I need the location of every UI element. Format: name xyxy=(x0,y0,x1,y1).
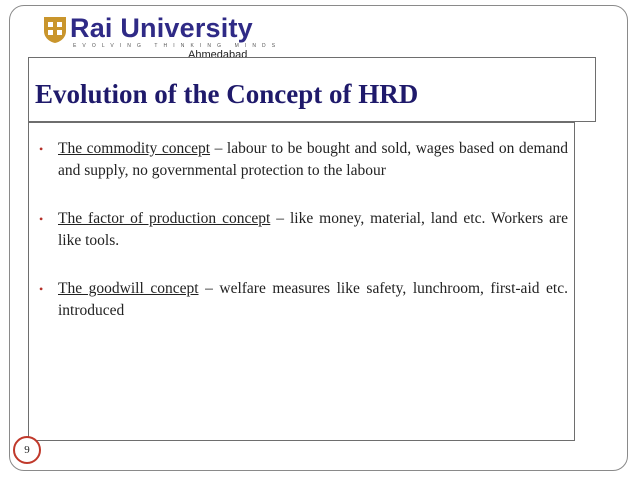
logo-tagline: EVOLVING THINKING MINDS xyxy=(73,43,282,49)
page-number: 9 xyxy=(24,444,30,456)
content-box xyxy=(28,122,575,441)
bullet-icon: • xyxy=(39,282,44,296)
bullet-item-factor-of-production-concept xyxy=(39,208,568,252)
concept-description: – like money, material, land etc. Workers are like tools. xyxy=(58,210,569,249)
concept-description: – welfare measures like safety, lunchroom, first-aid etc. introduced xyxy=(58,280,568,319)
bullet-item-goodwill-concept xyxy=(39,278,568,322)
logo-name: Rai University xyxy=(70,13,253,43)
page-number-badge xyxy=(13,436,41,464)
concept-term: The factor of production concept xyxy=(58,210,271,227)
concept-term: The goodwill concept xyxy=(58,280,199,297)
slide-title: Evolution of the Concept of HRD xyxy=(35,79,419,109)
bullet-icon: • xyxy=(39,142,44,156)
bullet-list xyxy=(39,138,568,348)
rai-university-emblem-icon xyxy=(43,16,67,44)
title-box xyxy=(28,57,596,122)
bullet-item-commodity-concept xyxy=(39,138,568,182)
logo-campus: Ahmedabad xyxy=(188,49,248,61)
university-logo xyxy=(40,8,282,61)
concept-term: The commodity concept xyxy=(58,140,211,157)
bullet-icon: • xyxy=(39,212,44,226)
concept-description: – labour to be bought and sold, wages based on demand and supply, no governmental protection to the labour xyxy=(58,140,568,179)
